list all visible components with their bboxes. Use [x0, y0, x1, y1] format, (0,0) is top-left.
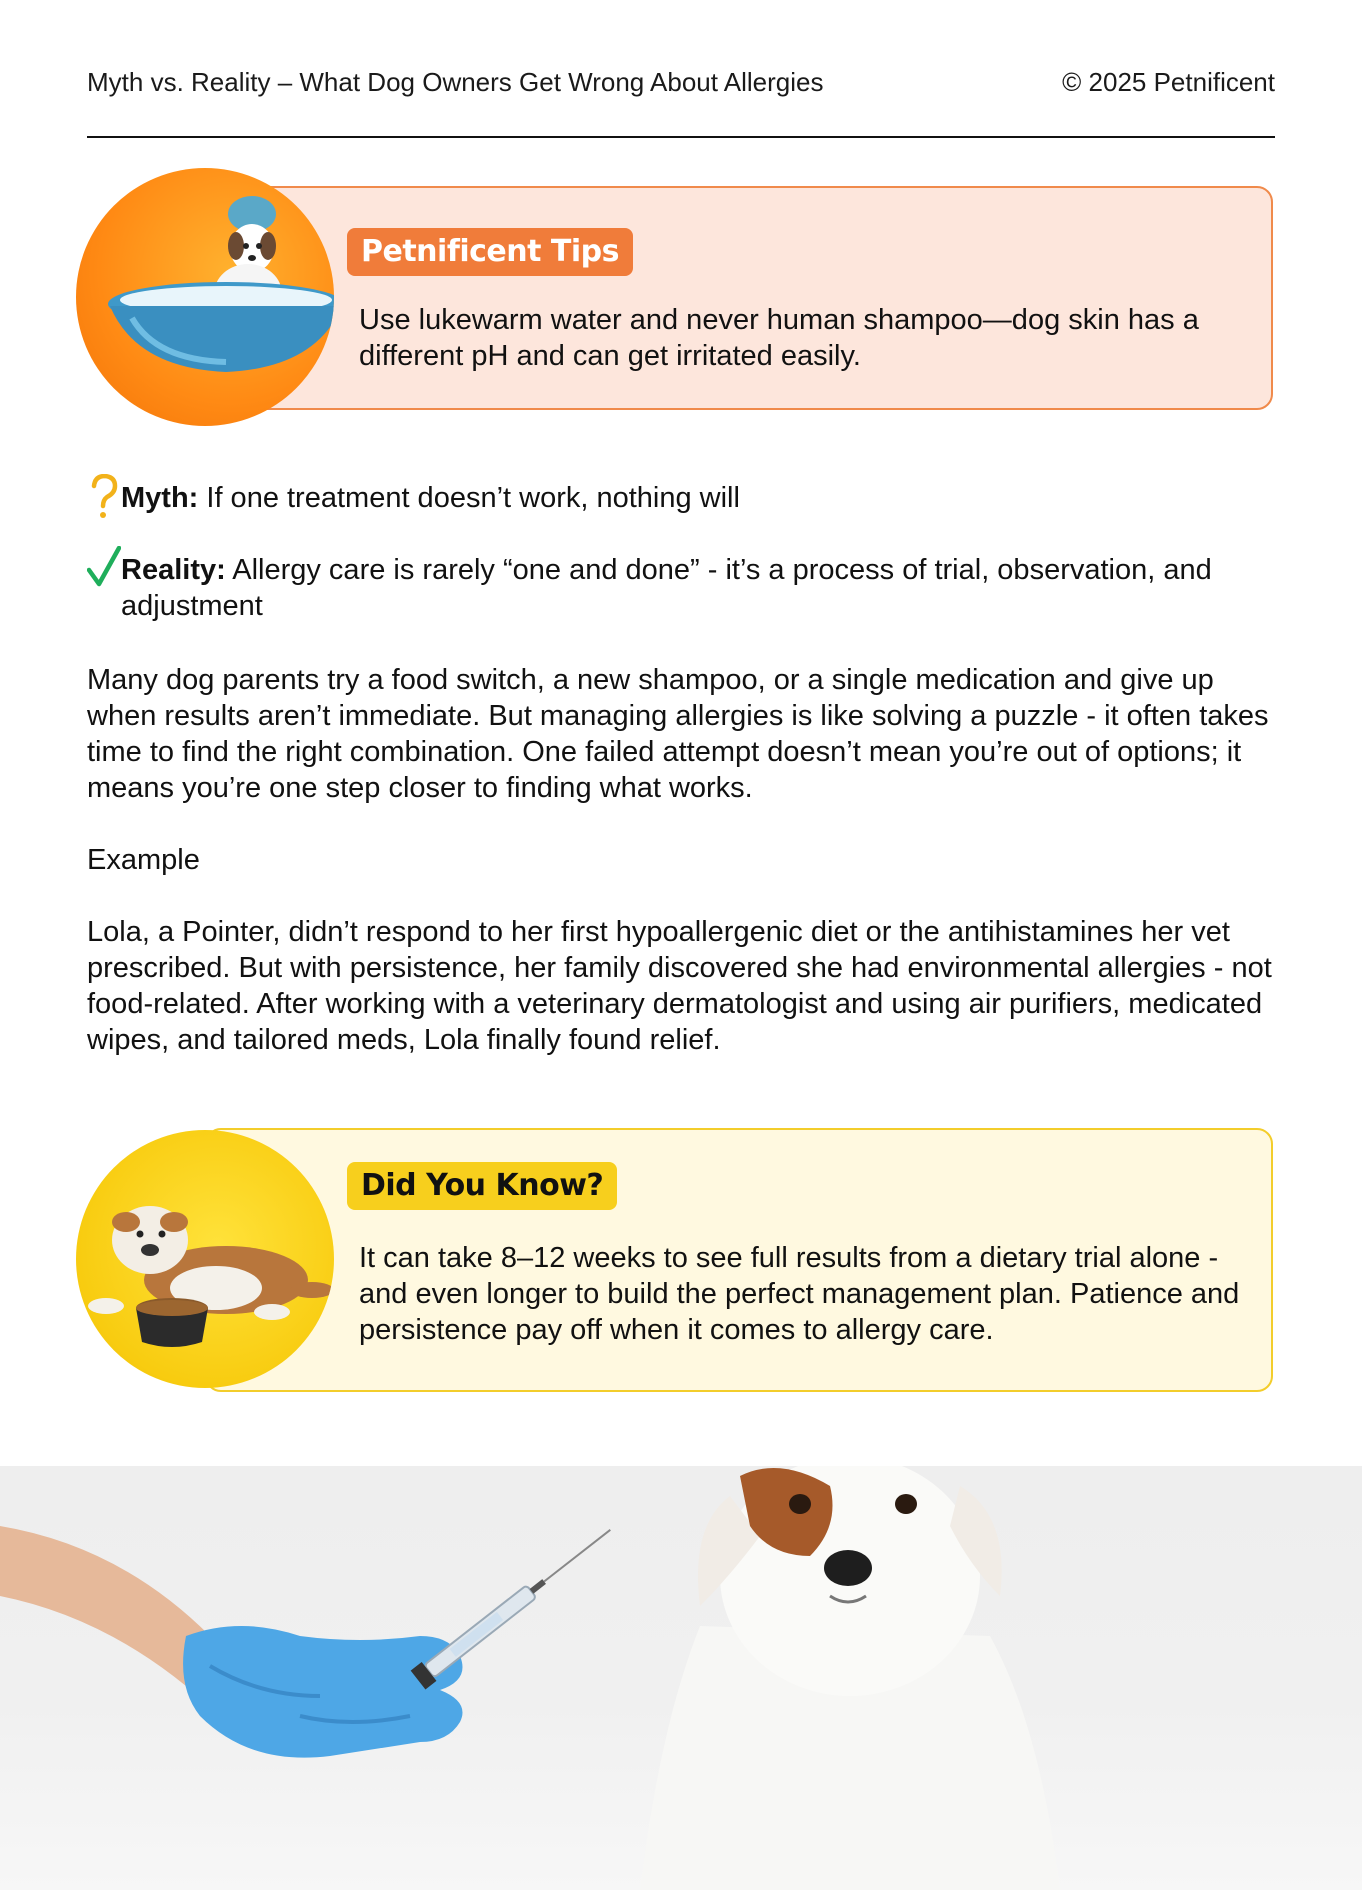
page-title: Myth vs. Reality – What Dog Owners Get Wrong About Allergies	[87, 66, 824, 97]
myth-text: If one treatment doesn’t work, nothing will	[206, 482, 740, 514]
bulldog-illustration	[76, 1130, 334, 1388]
did-you-know-text: It can take 8–12 weeks to see full results from a dietary trial alone - and even longer to build the perfect management plan. Patience and persistence pay off when it comes to allergy care.	[359, 1242, 1240, 1346]
example-paragraph: Lola, a Pointer, didn’t respond to her first hypoallergenic diet or the antihistamines her vet prescribed. But with persistence, her family discovered she had environmental allergies - not food-related. After working with a veterinary dermatologist and using air purifiers, medicated wipes, and tailored meds, Lola finally found relief.	[87, 916, 1272, 1056]
reality-text: Allergy care is rarely “one and done” - it’s a process of trial, observation, and adjustment	[121, 554, 1212, 622]
tips-text: Use lukewarm water and never human shampoo—dog skin has a different pH and can get irritated easily.	[359, 304, 1199, 372]
reality-label: Reality:	[121, 554, 226, 586]
tips-badge: Petnificent Tips	[347, 228, 633, 276]
did-you-know-callout	[205, 1128, 1273, 1392]
header-divider	[87, 136, 1275, 138]
example-heading: Example	[87, 844, 200, 876]
question-mark-icon	[87, 474, 121, 520]
tips-callout	[205, 186, 1273, 410]
page-header	[87, 62, 1275, 102]
myth-label: Myth:	[121, 482, 199, 514]
did-you-know-badge: Did You Know?	[347, 1162, 617, 1210]
copyright: © 2025 Petnificent	[1062, 66, 1275, 97]
vet-injection-photo	[0, 1466, 1362, 1890]
check-mark-icon	[87, 546, 121, 592]
body-paragraph: Many dog parents try a food switch, a new shampoo, or a single medication and give up when results aren’t immediate. But managing allergies is like solving a puzzle - it often takes time to find the right combination. One failed attempt doesn’t mean you’re out of options; it means you’re one step closer to finding what works.	[87, 664, 1269, 804]
bath-dog-illustration	[76, 168, 334, 426]
